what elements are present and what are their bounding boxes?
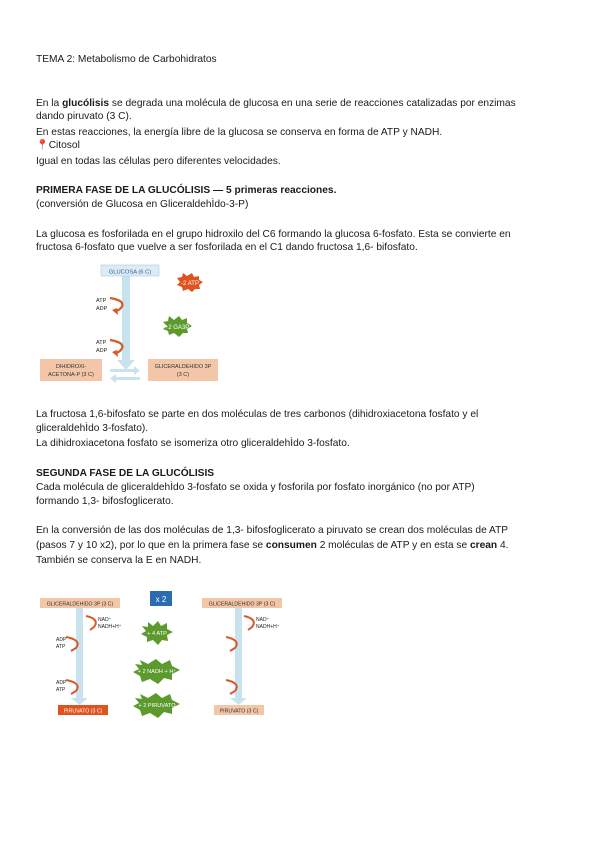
plus-2piruvato-label: + 2 PIRUVATO xyxy=(138,703,176,709)
equilibrium-arrow-left xyxy=(116,377,140,380)
pin-icon: 📍 xyxy=(36,140,49,151)
vertical-arrow-head xyxy=(117,360,135,370)
piruvato-label-right: PIRUVATO (3 C) xyxy=(219,708,259,715)
vertical-arrow xyxy=(122,276,130,364)
adp-label-left-1: ADP xyxy=(56,637,67,643)
atp-label-1: ATP xyxy=(96,298,107,304)
fase1-heading: PRIMERA FASE DE LA GLUCÓLISIS — 5 primeras reacciones. xyxy=(36,185,337,196)
equilibrium-arrow-left-head xyxy=(110,374,116,383)
gliceraldehido-label-1: GLICERALDEHIDO 3P xyxy=(154,364,212,370)
plus-4atp-label: + 4 ATP xyxy=(147,631,167,637)
fase2-para-4: (pasos 7 y 10 x2), por lo que en la primera fase se consumen 2 moléculas de ATP y en esta se crean 4. xyxy=(36,540,509,551)
glucolisis-term: glucólisis xyxy=(62,98,110,109)
fase1-para-5: La dihidroxiacetona fosfato se isomeriza otro gliceraldehÌdo 3-fosfato. xyxy=(36,438,350,449)
atp-label-2: ATP xyxy=(96,340,107,346)
nad-curve-arrow-right xyxy=(244,616,254,630)
atp-curve-arrow-left-2 xyxy=(66,680,78,694)
x2-label: x 2 xyxy=(155,595,167,604)
consumen-term: consumen xyxy=(265,540,317,551)
fase2-para-3: En la conversión de las dos moléculas de 1,3- bifosfoglicerato a piruvato se crean dos moléculas de ATP xyxy=(36,525,509,536)
fase1-subheading: (conversión de Glucosa en GliceraldehÌdo-3-P) xyxy=(36,199,249,210)
atp-curve-arrow-left-1 xyxy=(66,637,78,651)
nadh-label-right: NADH+H⁺ xyxy=(256,624,280,630)
adp-label-1: ADP xyxy=(96,306,108,312)
intro-line-3: En estas reacciones, la energía libre de la glucosa se conserva en forma de ATP y NADH. xyxy=(36,127,443,138)
crean-term: crean xyxy=(469,540,498,551)
glucolisis-fase2-diagram xyxy=(36,588,296,720)
atp-label-left-1: ATP xyxy=(56,644,66,650)
nad-label-left: NAD⁺ xyxy=(98,617,112,623)
plus-2nadh-label: + 2 NADH + H⁺ xyxy=(137,669,177,675)
document-title: TEMA 2: Metabolismo de Carbohidratos xyxy=(36,54,217,65)
nad-label-right: NAD⁺ xyxy=(256,617,270,623)
atp-curve-arrow-head-2 xyxy=(112,350,118,357)
fase1-para-4: gliceraldehÌdo 3-fosfato). xyxy=(36,423,149,434)
adp-label-2: ADP xyxy=(96,348,108,354)
atp-curve-arrow-head-1 xyxy=(112,308,118,315)
intro-line-2: dando piruvato (3 C). xyxy=(36,111,132,122)
dihidroxiacetona-label-2: ACETONA-P (3 C) xyxy=(48,372,94,378)
piruvato-label-left: PIRUVATO (3 C) xyxy=(63,708,103,715)
fase2-para-1: Cada molécula de gliceraldehÌdo 3-fosfato se oxida y fosforila por fosfato inorgánico (no por ATP) xyxy=(36,482,475,493)
intro-line-1: En la glucólisis se degrada una molécula de glucosa en una serie de reacciones catalizadas por enzimas xyxy=(36,98,516,109)
fase2-para-2: formando 1,3- bifosfoglicerato. xyxy=(36,496,174,507)
fase1-para-3: La fructosa 1,6-bifosfato se parte en dos moléculas de tres carbonos (dihidroxiacetona fosfato y el xyxy=(36,409,479,420)
equilibrium-arrow-right-head xyxy=(134,366,140,375)
intro-line-5: Igual en todas las células pero diferentes velocidades. xyxy=(36,156,281,167)
equilibrium-arrow-right xyxy=(110,369,134,372)
glucolisis-fase1-diagram xyxy=(36,260,276,390)
plus-ga3p-label: +2 GA3P xyxy=(164,325,190,331)
fase2-heading: SEGUNDA FASE DE LA GLUCÓLISIS xyxy=(36,468,215,479)
fase1-para-2: fructosa 6-fosfato que vuelve a ser fosforilada en el C1 dando fructosa 1,6- bifosfato. xyxy=(36,242,418,253)
adp-label-left-2: ADP xyxy=(56,680,67,686)
nadh-label-left: NADH+H⁺ xyxy=(98,624,122,630)
minus-atp-label: -2 ATP xyxy=(181,281,199,287)
fase1-para-1: La glucosa es fosforilada en el grupo hidroxilo del C6 formando la glucosa 6-fosfato. Esta se convierte en xyxy=(36,229,511,240)
glucosa-label: GLUCOSA (6 C) xyxy=(108,269,152,276)
nad-curve-arrow-left xyxy=(86,616,96,630)
g3p-label-left: GLICERALDEHIDO 3P (3 C) xyxy=(46,601,114,608)
vertical-arrow-right-head xyxy=(230,698,247,705)
atp-label-left-2: ATP xyxy=(56,687,66,693)
g3p-label-right: GLICERALDEHIDO 3P (3 C) xyxy=(208,601,276,608)
fase2-para-5: También se conserva la E en NADH. xyxy=(36,555,202,566)
dihidroxiacetona-label-1: DIHIDROXI- xyxy=(55,364,87,370)
vertical-arrow-left-head xyxy=(71,698,88,705)
gliceraldehido-label-2: (3 C) xyxy=(176,372,190,378)
intro-line-4: 📍Citosol xyxy=(36,140,80,151)
